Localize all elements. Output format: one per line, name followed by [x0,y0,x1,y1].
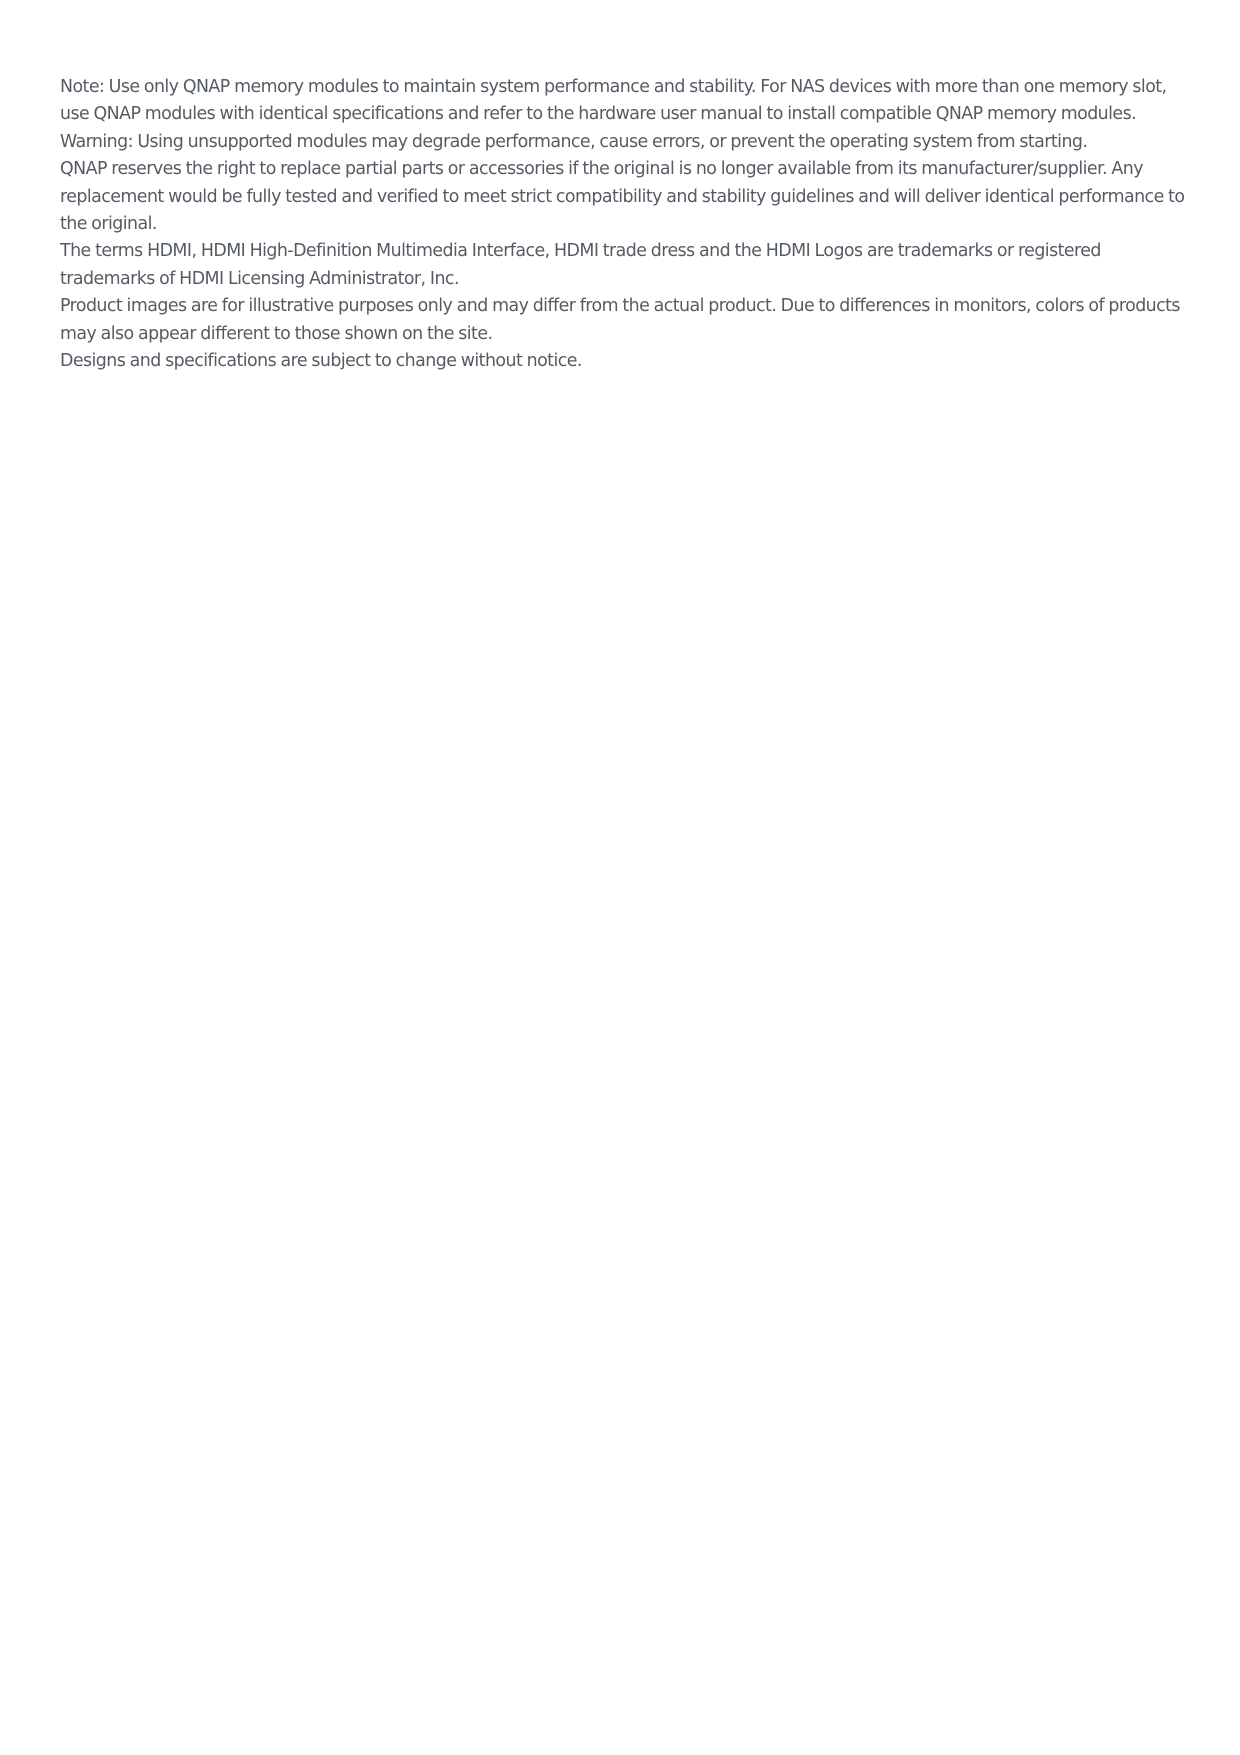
specifications-change-notice: Designs and specifications are subject to change without notice. [60,351,582,372]
disclaimer-section [60,74,1185,375]
memory-module-note: Note: Use only QNAP memory modules to maintain system performance and stability. For NAS devices with more than one memory slot, use QNAP modules with identical specifications and refer to the hardware user manual to install compatible QNAP memory modules. [60,77,1167,125]
hdmi-trademark-notice: The terms HDMI, HDMI High-Definition Multimedia Interface, HDMI trade dress and the HDMI Logos are trademarks or registered trademarks of HDMI Licensing Administrator, Inc. [60,241,1101,289]
product-image-disclaimer: Product images are for illustrative purposes only and may differ from the actual product. Due to differences in monitors, colors of products may also appear different to those shown on the site. [60,296,1180,344]
unsupported-module-warning: Warning: Using unsupported modules may degrade performance, cause errors, or prevent the operating system from starting. [60,131,1088,152]
parts-replacement-notice: QNAP reserves the right to replace partial parts or accessories if the original is no longer available from its manufacturer/supplier. Any replacement would be fully tested and verified to meet strict compatibility and stability guidelines and will deliver identical performance to the original. [60,159,1185,235]
